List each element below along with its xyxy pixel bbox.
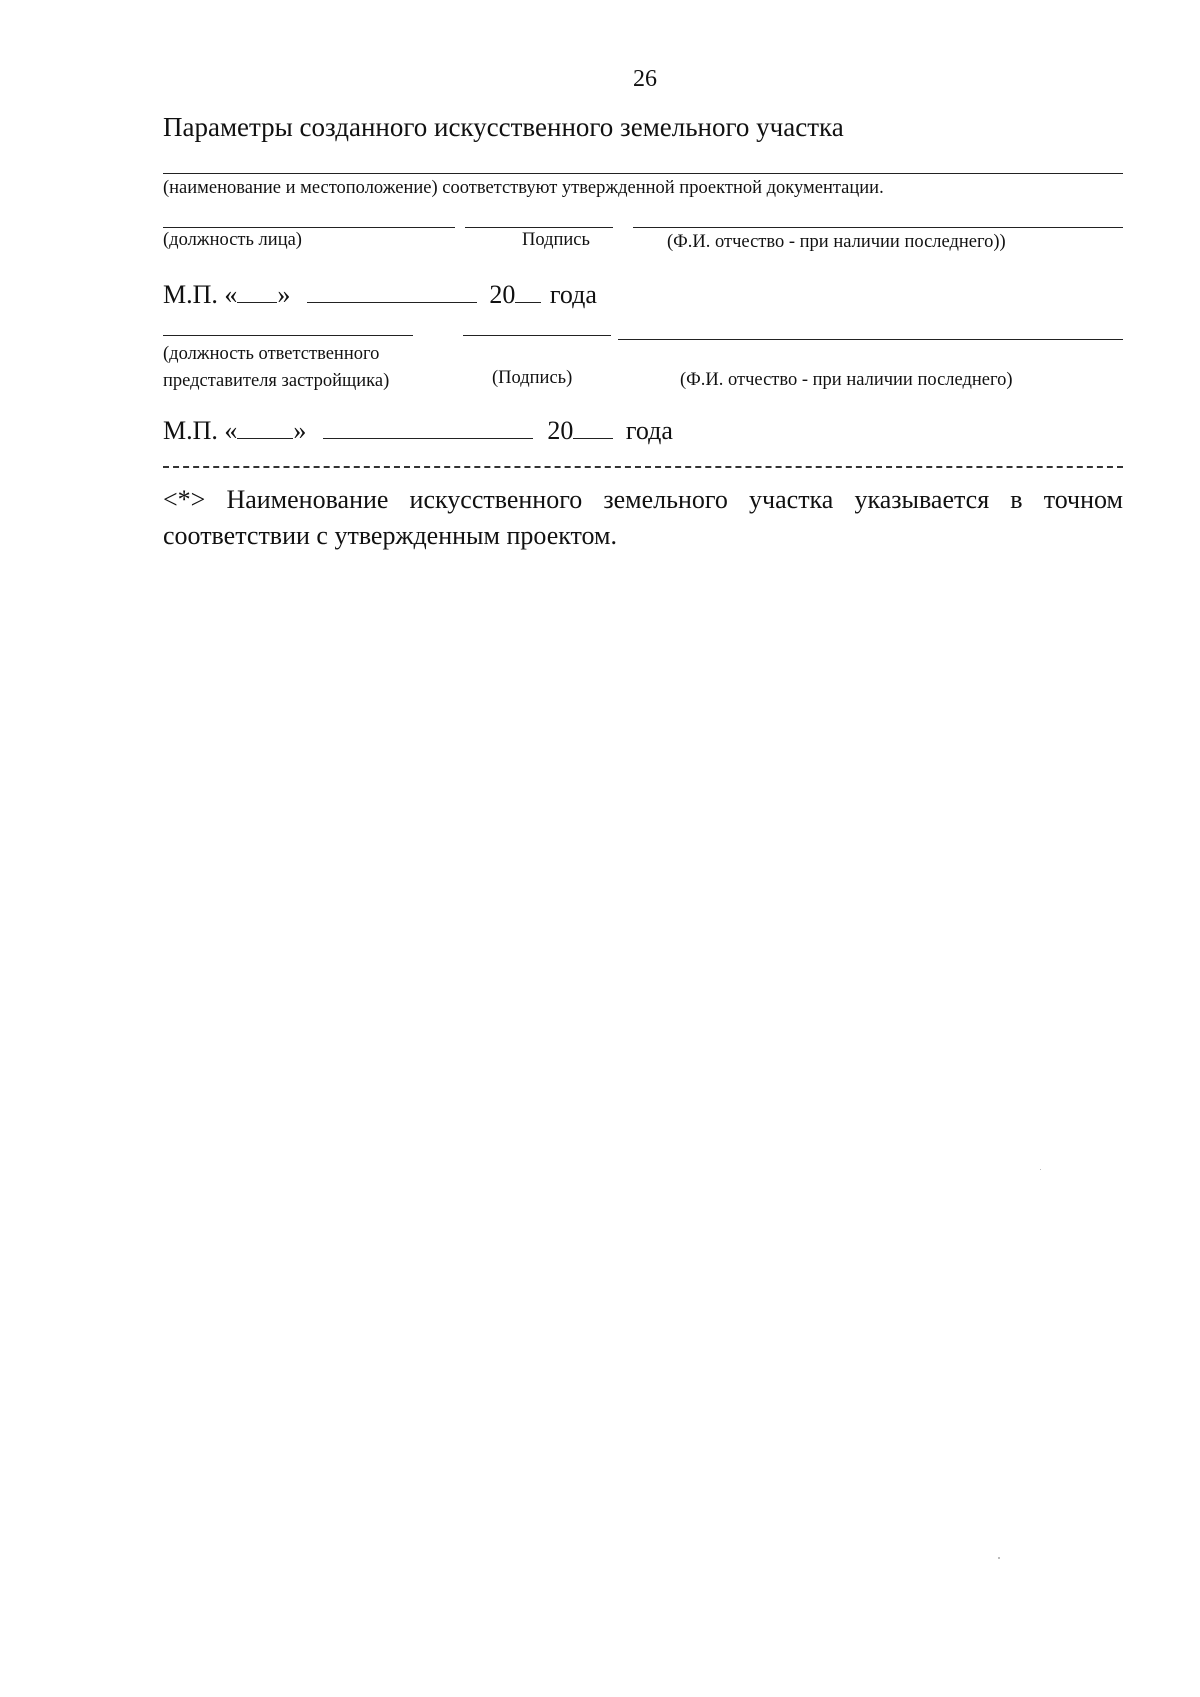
footnote-separator: [163, 466, 1123, 468]
year-prefix: 20: [547, 416, 574, 445]
month-blank: [307, 280, 477, 303]
official-name-label: (Ф.И. отчество - при наличии последнего)): [667, 232, 1006, 252]
day-blank: [237, 280, 277, 303]
name-location-caption: (наименование и местоположение) соответствуют утвержденной проектной документации.: [163, 178, 884, 198]
seal-date-line-1: [163, 280, 597, 310]
month-blank: [323, 416, 533, 439]
year-blank: [515, 280, 541, 303]
scan-speck: [1040, 1169, 1041, 1170]
official-name-line: [633, 227, 1123, 228]
developer-position-line: [163, 335, 413, 336]
footnote-line-2: соответствии с утвержденным проектом.: [163, 521, 617, 550]
developer-position-label: (должность ответственного представителя застройщика): [163, 344, 390, 391]
document-heading: Параметры созданного искусственного земельного участка: [163, 112, 844, 142]
quote-close: »: [293, 416, 307, 445]
year-word: года: [625, 416, 673, 445]
day-blank: [237, 416, 293, 439]
seal-label: М.П. «: [163, 280, 238, 309]
official-position-line: [163, 227, 455, 228]
developer-name-line: [618, 339, 1123, 340]
official-signature-line: [465, 227, 613, 228]
year-prefix: 20: [489, 280, 516, 309]
name-location-line: [163, 173, 1123, 174]
year-blank: [573, 416, 613, 439]
page-number: 26: [633, 66, 657, 92]
developer-name-label: (Ф.И. отчество - при наличии последнего): [680, 370, 1013, 390]
seal-date-line-2: [163, 416, 673, 446]
footnote: [163, 482, 1123, 554]
developer-signature-label: (Подпись): [492, 368, 573, 388]
official-position-label: (должность лица): [163, 230, 302, 250]
developer-signature-line: [463, 335, 611, 336]
scan-speck: [998, 1557, 1000, 1559]
year-word: года: [549, 280, 597, 309]
quote-close: »: [277, 280, 291, 309]
footnote-line-1: <*> Наименование искусственного земельного участка указывается в точном: [163, 485, 1123, 514]
official-signature-label: Подпись: [522, 230, 590, 250]
seal-label: М.П. «: [163, 416, 238, 445]
